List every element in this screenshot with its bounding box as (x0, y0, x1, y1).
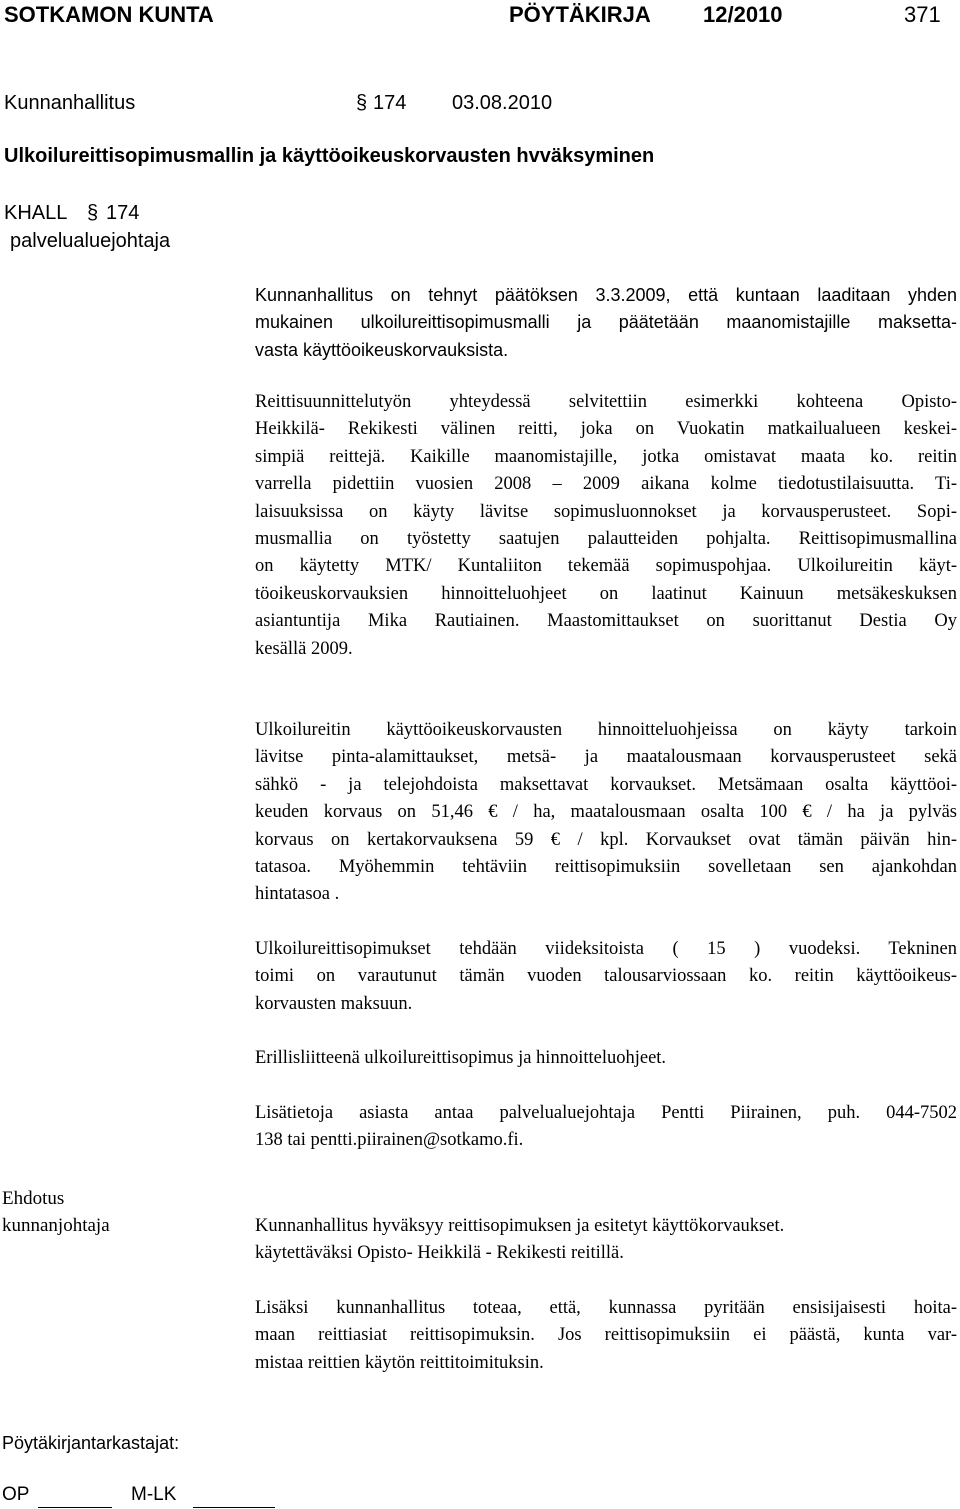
signature-line-1 (38, 1507, 112, 1508)
body-line: keuden korvaus on 51,46 € / ha, maatalousmaan osalta 100 € / ha ja pylväs (255, 802, 957, 823)
signature-line-2 (193, 1507, 275, 1508)
body-line: Ulkoilureitin käyttöoikeuskorvausten hinnoitteluohjeissa on käyty tarkoin (255, 720, 957, 740)
intro-line: vasta käyttöoikeuskorvauksista. (255, 339, 509, 360)
body-line: Heikkilä- Rekikesti välinen reitti, joka on Vuokatin matkailualueen keskei- (255, 419, 957, 440)
proposal-label-line: Ehdotus (2, 1188, 65, 1209)
proposal-line: mistaa reittien käytön reittitoimituksin. (255, 1352, 544, 1373)
minutes-checkers-label: Pöytäkirjantarkastajat: (2, 1433, 180, 1453)
body-line: kesällä 2009. (255, 638, 353, 659)
intro-line: mukainen ulkoilureittisopimusmalli ja päätetään maanomistajille maksetta- (255, 312, 957, 333)
checker-initials-2: M-LK (131, 1484, 177, 1505)
body-line: hintatasoa . (255, 884, 340, 905)
body-line: Lisätietoja asiasta antaa palvelualuejohtaja Pentti Piirainen, puh. 044-7502 (255, 1103, 957, 1123)
body-line: simpiä reittejä. Kaikille maanomistajille, jotka omistavat maata ko. reitin (255, 446, 957, 467)
case-section-symbol-icon: § (87, 202, 99, 224)
body-paragraph-5 (255, 1100, 957, 1155)
proposal-line: käytettäväksi Opisto- Heikkilä - Rekikesti reitillä. (255, 1243, 624, 1264)
body-paragraph-1 (255, 389, 957, 663)
body-line: laisuuksissa on käyty lävitse sopimusluonnokset ja korvausperusteet. Sopi- (255, 501, 957, 522)
proposal-line: maan reittiasiat reittisopimuksin. Jos reittisopimuksiin ei päästä, kunta var- (255, 1325, 957, 1346)
proposal-line: Lisäksi kunnanhallitus toteaa, että, kunnassa pyritään ensisijaisesti hoita- (255, 1298, 957, 1318)
body-line: musmallia on työstetty saatujen palautteiden pohjalta. Reittisopimusmallina (255, 529, 957, 550)
case-label: KHALL (4, 202, 68, 224)
page-number: 371 (904, 2, 941, 27)
body-line: toimi on varautunut tämän vuoden talousarviossaan ko. reitin käyttöoikeus- (255, 966, 957, 987)
proposal-label (2, 1185, 110, 1240)
body-line: lävitse pinta-alamittaukset, metsä- ja maatalousmaan korvausperusteet sekä (255, 747, 957, 768)
body-paragraph-2 (255, 717, 957, 909)
page-title: Ulkoilureittisopimusmallin ja käyttöoikeuskorvausten hvväksyminen (4, 145, 655, 167)
body-line: töoikeuskorvauksien hinnoitteluohjeet on laatinut Kainuun metsäkeskuksen (255, 583, 957, 604)
proposal-paragraph-2 (255, 1295, 957, 1377)
body-line: korvaus on kertakorvauksena 59 € / kpl. Korvaukset ovat tämän päivän hin- (255, 829, 957, 850)
proposal-paragraph-1 (255, 1213, 957, 1268)
municipality-name: SOTKAMON KUNTA (4, 2, 214, 27)
section-symbol-icon: § (356, 92, 368, 114)
body-line: tatasoa. Myöhemmin tehtäviin reittisopimuksiin sovelletaan sen ajankohdan (255, 857, 957, 878)
issue-number: 12/2010 (703, 2, 783, 27)
body-line: asiantuntija Mika Rautiainen. Maastomittaukset on suorittanut Destia Oy (255, 611, 957, 632)
body-paragraph-4 (255, 1045, 957, 1072)
body-line: on käytetty MTK/ Kuntaliiton tekemää sopimuspohjaa. Ulkoilureitin käyt- (255, 556, 957, 577)
body-line: Erillisliitteenä ulkoilureittisopimus ja hinnoitteluohjeet. (255, 1048, 667, 1068)
body-line: varrella pidettiin vuosien 2008 – 2009 aikana kolme tiedotustilaisuutta. Ti- (255, 474, 957, 495)
body-line: sähkö - ja telejohdoista maksettavat korvaukset. Metsämaan osalta käyttöoi- (255, 774, 957, 795)
body-line: Ulkoilureittisopimukset tehdään viideksitoista ( 15 ) vuodeksi. Tekninen (255, 939, 957, 959)
body-paragraph-3 (255, 936, 957, 1018)
meeting-date: 03.08.2010 (452, 92, 553, 114)
proposal-line: Kunnanhallitus hyväksyy reittisopimuksen ja esitetyt käyttökorvaukset. (255, 1216, 785, 1236)
meeting-body: Kunnanhallitus (4, 92, 136, 114)
proposal-label-line: kunnanjohtaja (2, 1215, 110, 1237)
case-preparer: palvelualuejohtaja (10, 230, 171, 252)
body-line: 138 tai pentti.piirainen@sotkamo.fi. (255, 1130, 524, 1151)
intro-paragraph (255, 282, 957, 364)
body-line: korvausten maksuun. (255, 993, 413, 1014)
body-line: Reittisuunnittelutyön yhteydessä selvitettiin esimerkki kohteena Opisto- (255, 392, 957, 412)
section-number: 174 (373, 92, 407, 114)
document-type: PÖYTÄKIRJA (509, 2, 651, 27)
intro-line: Kunnanhallitus on tehnyt päätöksen 3.3.2009, että kuntaan laaditaan yhden (255, 285, 957, 305)
checker-initials-1: OP (2, 1484, 30, 1505)
case-number: 174 (106, 202, 140, 224)
